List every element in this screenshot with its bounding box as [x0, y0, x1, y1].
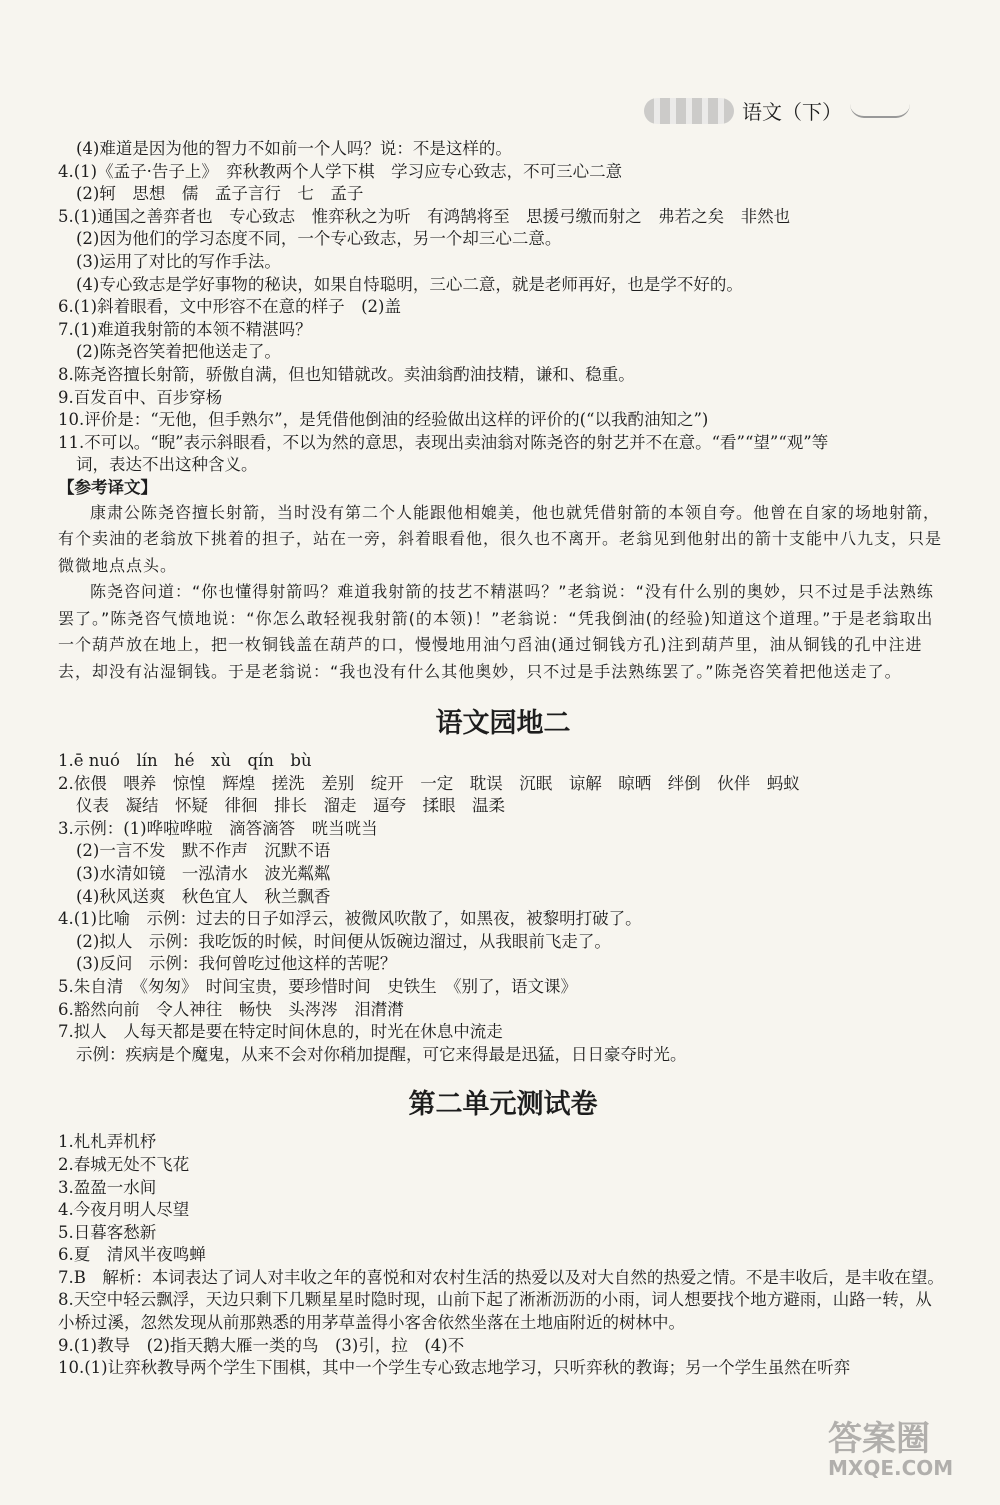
- answer-line: (3)运用了对比的写作手法。: [76, 251, 281, 271]
- answers-unit-test-block: [58, 1131, 948, 1380]
- header-decoration: [644, 98, 734, 124]
- answer-line: 词，表达不出这种含义。: [76, 455, 258, 475]
- answer-line: 2.依偎 喂养 惊惶 辉煌 搓洗 差别 绽开 一定 耽误 沉眠 谅解 晾晒 绊倒 伙伴 蚂蚁: [58, 773, 800, 793]
- answer-line: 7.(1)难道我射箭的本领不精湛吗？: [58, 319, 312, 339]
- answer-line: (2)拟人 示例：我吃饭的时候，时间便从饭碗边溜过，从我眼前飞走了。: [76, 931, 611, 951]
- watermark-url: MXQE.COM: [828, 1456, 954, 1480]
- page-header: [644, 96, 910, 125]
- answer-line: 11.不可以。“睨”表示斜眼看，不以为然的意思，表现出卖油翁对陈尧咨的射艺并不在意。“看”“望”“观”等: [58, 432, 829, 452]
- answer-line: 3.盈盈一水间: [58, 1177, 157, 1197]
- answer-line: (2)因为他们的学习态度不同，一个专心致志，另一个却三心二意。: [76, 229, 562, 249]
- reference-translation-label: 【参考译文】: [58, 477, 157, 497]
- answer-line: 6.夏 清风半夜鸣蝉: [58, 1245, 206, 1265]
- answers-lesson-block: [58, 138, 948, 477]
- answer-line: 6.(1)斜着眼看，文中形容不在意的样子 (2)盖: [58, 297, 401, 317]
- answer-line: 9.百发百中、百步穿杨: [58, 387, 223, 407]
- answer-line: 9.(1)教导 (2)指天鹅大雁一类的鸟 (3)引，拉 (4)不: [58, 1335, 465, 1355]
- reference-translation: [58, 500, 948, 686]
- translation-paragraph: 康肃公陈尧咨擅长射箭，当时没有第二个人能跟他相媲美，他也就凭借射箭的本领自夸。他曾在自家的场地射箭，有个卖油的老翁放下挑着的担子，站在一旁，斜着眼看他，很久也不离开。老翁见到他射出的箭十支能中八九支，只是微微地点点头。: [58, 502, 943, 575]
- header-title: 语文（下）: [742, 100, 842, 124]
- answer-line: 5.朱自清 《匆匆》 时间宝贵，要珍惜时间 史铁生 《别了，语文课》: [58, 976, 577, 996]
- answer-line: 10.评价是：“无他，但手熟尔”，是凭借他倒油的经验做出这样的评价的(“以我酌油知之”): [58, 410, 709, 430]
- answer-line: 7.B 解析：本词表达了词人对丰收之年的喜悦和对农村生活的热爱以及对大自然的热爱之情。不是丰收后，是丰收在望。: [58, 1267, 944, 1287]
- answer-line: 示例：疾病是个魔鬼，从来不会对你稍加提醒，可它来得最是迅猛，日日豪夺时光。: [76, 1044, 687, 1064]
- translation-paragraph: 陈尧咨问道：“你也懂得射箭吗？难道我射箭的技艺不精湛吗？”老翁说：“没有什么别的奥妙，只不过是手法熟练罢了。”陈尧咨气愤地说：“你怎么敢轻视我射箭(的本领)！”老翁说：“凭我倒油(的经验)知道这个道理。”于是老翁取出一个葫芦放在地上，把一枚铜钱盖在葫芦的口，慢慢地用油勺舀油(通过铜钱方孔)注到葫芦里，油从铜钱的孔中注进去，却没有沾湿铜钱。于是老翁说：“我也没有什么其他奥妙，只不过是手法熟练罢了。”陈尧咨笑着把他送走了。: [58, 582, 934, 681]
- answer-line: 6.豁然向前 令人神往 畅快 头涔涔 泪潸潸: [58, 999, 404, 1019]
- answer-line: 3.示例：(1)哗啦哗啦 滴答滴答 咣当咣当: [58, 818, 378, 838]
- answer-line: 7.拟人 人每天都是要在特定时间休息的，时光在休息中流走: [58, 1022, 503, 1042]
- answer-line: 5.(1)通国之善弈者也 专心致志 惟弈秋之为听 有鸿鹄将至 思援弓缴而射之 弗若之矣 非然也: [58, 206, 791, 226]
- answer-line: 5.日暮客愁新: [58, 1222, 157, 1242]
- answer-line: (4)专心致志是学好事物的秘诀，如果自恃聪明，三心二意，就是老师再好，也是学不好的。: [76, 274, 743, 294]
- answer-content: [58, 138, 948, 1380]
- answer-line: 4.今夜月明人尽望: [58, 1200, 190, 1220]
- section-title-yuwen-yuandi: 语文园地二: [435, 708, 571, 739]
- answer-line: 4.(1)《孟子·告子上》 弈秋教两个人学下棋 学习应专心致志，不可三心二意: [58, 161, 623, 181]
- section-title-unit-test: 第二单元测试卷: [408, 1089, 598, 1121]
- answer-line: 10.(1)让弈秋教导两个学生下围棋，其中一个学生专心致志地学习，只听弈秋的教诲；另一个学生虽然在听弈: [58, 1358, 851, 1378]
- answer-line: (4)秋风送爽 秋色宜人 秋兰飘香: [76, 886, 331, 906]
- watermark: [828, 1411, 978, 1495]
- watermark-logo: 答案圈: [828, 1419, 930, 1459]
- answer-line: (3)水清如镜 一泓清水 波光粼粼: [76, 863, 331, 883]
- answers-yuwen-yuandi-block: [58, 750, 948, 1066]
- answer-line: (2)轲 思想 儒 孟子言行 七 孟子: [76, 184, 364, 204]
- answer-line: (3)反问 示例：我何曾吃过他这样的苦呢？: [76, 954, 397, 974]
- answer-line: 8.陈尧咨擅长射箭，骄傲自满，但也知错就改。卖油翁酌油技精，谦和、稳重。: [58, 364, 635, 384]
- answer-line: 8.天空中轻云飘浮，天边只剩下几颗星星时隐时现，山前下起了淅淅沥沥的小雨，词人想要找个地方避雨，山路一转，从小桥过溪，忽然发现从前那熟悉的用茅草盖得小客舍依然坐落在土地庙附近的树林中。: [58, 1290, 932, 1333]
- answer-line: (4)难道是因为他的智力不如前一个人吗？说：不是这样的。: [76, 139, 512, 158]
- answer-line: 2.春城无处不飞花: [58, 1154, 190, 1174]
- answer-line: 仪表 凝结 怀疑 徘徊 排长 溜走 逼夸 揉眼 温柔: [76, 796, 505, 816]
- answer-line: 4.(1)比喻 示例：过去的日子如浮云，被微风吹散了，如黑夜，被黎明打破了。: [58, 909, 642, 929]
- answer-line: 1.札札弄机杼: [58, 1132, 157, 1152]
- header-swoosh: [850, 104, 910, 118]
- answer-line: 1.ē nuó lín hé xù qín bù: [58, 751, 312, 770]
- answer-line: (2)陈尧咨笑着把他送走了。: [76, 342, 281, 362]
- answer-line: (2)一言不发 默不作声 沉默不语: [76, 841, 331, 861]
